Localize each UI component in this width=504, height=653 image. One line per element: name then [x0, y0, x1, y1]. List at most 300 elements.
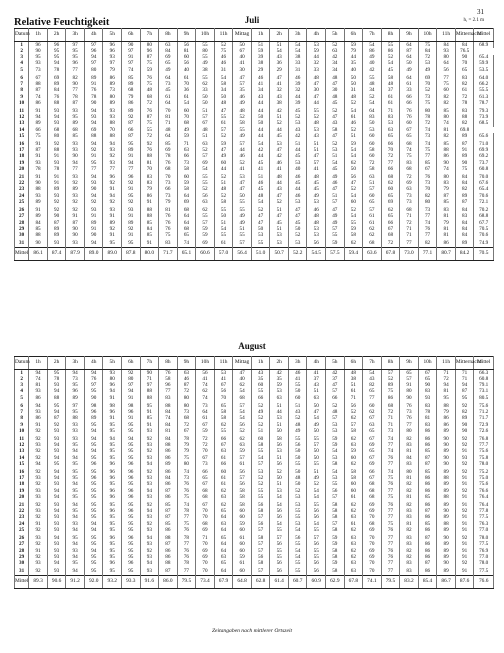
humidity-cell: 78 — [177, 561, 196, 567]
humidity-cell: 94 — [47, 389, 66, 395]
humidity-cell: 35 — [233, 88, 252, 94]
humidity-cell: 95 — [84, 534, 103, 542]
humidity-cell: 85 — [418, 160, 437, 166]
humidity-cell: 91 — [140, 409, 159, 415]
humidity-cell: 66 — [251, 395, 270, 401]
humidity-cell: 94 — [47, 494, 66, 500]
humidity-cell: 51 — [326, 193, 345, 199]
humidity-cell: 74 — [177, 501, 196, 509]
humidity-cell: 93 — [418, 395, 437, 401]
humidity-cell: 57 — [326, 521, 345, 527]
humidity-cell: 89 — [381, 383, 400, 389]
humidity-cell: 41 — [251, 166, 270, 172]
humidity-cell: 83 — [140, 173, 159, 181]
day-cell: 18 — [15, 482, 29, 488]
humidity-cell: 52 — [233, 428, 252, 434]
table-header-row — [15, 29, 494, 42]
humidity-cell: 39 — [251, 55, 270, 61]
humidity-cell: 84 — [159, 409, 178, 415]
humidity-cell: 97 — [66, 401, 85, 409]
humidity-cell: 74.9 — [474, 239, 494, 247]
mittel-cell: 86.7 — [437, 575, 456, 588]
humidity-cell: 56 — [270, 515, 289, 521]
mittel-cell: 60.7 — [288, 575, 307, 588]
humidity-cell: 70 — [214, 395, 233, 401]
table-row — [15, 370, 494, 377]
humidity-cell: 94 — [84, 121, 103, 127]
humidity-cell: 61 — [344, 114, 363, 120]
humidity-cell: 95 — [122, 482, 141, 488]
humidity-cell: 53 — [270, 488, 289, 494]
humidity-cell: 62 — [214, 488, 233, 494]
humidity-cell: 96 — [122, 561, 141, 567]
humidity-cell: 96 — [122, 173, 141, 181]
humidity-cell: 59 — [177, 181, 196, 187]
humidity-cell: 96 — [84, 409, 103, 415]
humidity-cell: 83 — [418, 401, 437, 409]
humidity-cell: 30 — [307, 88, 326, 94]
mittel-cell: 64.8 — [233, 575, 252, 588]
humidity-cell: 89 — [455, 154, 474, 160]
humidity-cell: 52 — [196, 148, 215, 154]
humidity-cell: 48 — [307, 173, 326, 181]
humidity-cell: 96 — [103, 409, 122, 415]
humidity-cell: 50 — [288, 449, 307, 455]
humidity-cell: 87 — [66, 100, 85, 106]
humidity-cell: 43 — [363, 376, 382, 382]
humidity-cell: 46 — [251, 73, 270, 81]
humidity-cell: 94 — [103, 140, 122, 148]
table-row — [15, 107, 494, 115]
humidity-cell: 67 — [177, 428, 196, 434]
humidity-cell: 89 — [103, 100, 122, 106]
humidity-cell: 52 — [381, 376, 400, 382]
humidity-cell: 53.5 — [474, 67, 494, 73]
humidity-cell: 75 — [177, 494, 196, 500]
day-cell: 7 — [15, 81, 29, 87]
humidity-cell: 72.6 — [474, 428, 494, 434]
humidity-cell: 95 — [122, 521, 141, 527]
humidity-cell: 55 — [307, 501, 326, 509]
humidity-cell: 60 — [437, 88, 456, 94]
humidity-cell: 96 — [29, 42, 48, 49]
column-header: 3h — [288, 29, 307, 42]
humidity-cell: 76 — [140, 107, 159, 115]
humidity-cell: 71 — [344, 395, 363, 401]
humidity-cell: 86 — [159, 554, 178, 560]
humidity-cell: 57 — [400, 376, 419, 382]
humidity-cell: 60 — [177, 107, 196, 115]
humidity-cell: 57 — [326, 494, 345, 500]
humidity-cell: 56 — [251, 554, 270, 560]
humidity-cell: 47 — [270, 193, 289, 199]
humidity-cell: 47 — [326, 133, 345, 139]
humidity-cell: 46 — [288, 370, 307, 377]
humidity-cell: 65 — [400, 133, 419, 139]
humidity-cell: 48 — [140, 88, 159, 94]
humidity-cell: 56 — [270, 509, 289, 515]
humidity-cell: 91 — [84, 81, 103, 87]
humidity-cell: 96 — [103, 42, 122, 49]
humidity-cell: 92 — [29, 501, 48, 509]
humidity-cell: 69 — [159, 55, 178, 61]
humidity-cell: 93 — [47, 107, 66, 115]
humidity-cell: 64 — [400, 73, 419, 81]
day-cell: 1 — [15, 370, 29, 377]
humidity-cell: 70 — [363, 567, 382, 575]
humidity-cell: 80 — [47, 133, 66, 139]
humidity-cell: 46 — [214, 55, 233, 61]
humidity-cell: 48 — [363, 81, 382, 87]
humidity-cell: 89 — [29, 200, 48, 206]
humidity-cell: 77 — [177, 515, 196, 521]
humidity-cell: 54 — [344, 107, 363, 115]
humidity-cell: 30 — [233, 67, 252, 73]
humidity-cell: 68 — [177, 416, 196, 422]
humidity-cell: 95 — [84, 442, 103, 448]
humidity-cell: 77 — [381, 567, 400, 575]
humidity-cell: 75 — [400, 154, 419, 160]
humidity-cell: 75.8 — [474, 455, 494, 461]
humidity-cell: 95 — [84, 567, 103, 575]
humidity-cell: 95 — [103, 548, 122, 554]
humidity-cell: 95 — [84, 515, 103, 521]
humidity-cell: 88 — [140, 389, 159, 395]
humidity-cell: 85 — [122, 73, 141, 81]
humidity-cell: 52 — [363, 94, 382, 100]
humidity-cell: 82 — [66, 73, 85, 81]
humidity-cell: 53 — [288, 501, 307, 509]
humidity-cell: 60 — [288, 395, 307, 401]
humidity-cell: 91 — [103, 214, 122, 220]
mittel-cell: 70.5 — [474, 247, 494, 260]
mittel-cell: 73.4 — [196, 575, 215, 588]
humidity-cell: 95 — [122, 528, 141, 534]
humidity-cell: 94 — [66, 528, 85, 534]
mittel-cell: 79.5 — [177, 575, 196, 588]
humidity-cell: 67 — [418, 370, 437, 377]
humidity-cell: 93 — [47, 567, 66, 575]
humidity-cell: 44 — [344, 55, 363, 61]
day-cell: 13 — [15, 121, 29, 127]
humidity-cell: 54 — [363, 370, 382, 377]
humidity-cell: 44 — [251, 133, 270, 139]
day-cell: 9 — [15, 422, 29, 428]
humidity-cell: 92 — [84, 200, 103, 206]
humidity-cell: 50 — [307, 428, 326, 434]
humidity-cell: 53 — [251, 233, 270, 239]
humidity-cell: 86 — [29, 395, 48, 401]
humidity-cell: 58 — [251, 442, 270, 448]
humidity-cell: 85 — [140, 220, 159, 226]
humidity-cell: 89 — [29, 121, 48, 127]
humidity-cell: 91 — [84, 214, 103, 220]
table-row — [15, 140, 494, 148]
humidity-cell: 95 — [84, 482, 103, 488]
humidity-cell: 64 — [214, 542, 233, 548]
humidity-cell: 87 — [418, 455, 437, 461]
humidity-cell: 78 — [177, 509, 196, 515]
humidity-cell: 90 — [437, 561, 456, 567]
humidity-cell: 96 — [66, 389, 85, 395]
humidity-cell: 69.9 — [474, 148, 494, 154]
column-header: 7h — [140, 357, 159, 370]
humidity-cell: 77.5 — [474, 542, 494, 548]
humidity-cell: 95 — [47, 55, 66, 61]
humidity-cell: 50 — [363, 121, 382, 127]
humidity-cell: 97 — [84, 42, 103, 49]
humidity-cell: 96 — [103, 173, 122, 181]
humidity-cell: 53 — [326, 148, 345, 154]
humidity-cell: 67.6 — [474, 181, 494, 187]
mittel-label: Mittel — [15, 575, 29, 588]
humidity-cell: 65 — [214, 534, 233, 542]
humidity-cell: 54 — [344, 148, 363, 154]
humidity-cell: 88 — [159, 534, 178, 542]
column-header: 5h — [326, 29, 345, 42]
humidity-cell: 87 — [159, 488, 178, 494]
day-cell: 30 — [15, 561, 29, 567]
humidity-cell: 89 — [47, 233, 66, 239]
humidity-cell: 53 — [307, 42, 326, 49]
mittel-cell: 57.5 — [326, 247, 345, 260]
column-header: 11h — [214, 29, 233, 42]
humidity-cell: 93 — [103, 55, 122, 61]
humidity-cell: 79.3 — [474, 107, 494, 115]
humidity-cell: 55 — [288, 567, 307, 575]
humidity-cell: 95 — [103, 455, 122, 461]
column-header: Mittag — [233, 29, 252, 42]
humidity-cell: 78 — [418, 114, 437, 120]
column-header: 2h — [270, 357, 289, 370]
humidity-cell: 57 — [307, 442, 326, 448]
humidity-cell: 52 — [288, 114, 307, 120]
humidity-cell: 49 — [233, 100, 252, 106]
humidity-cell: 56 — [326, 488, 345, 494]
humidity-cell: 78 — [84, 94, 103, 100]
humidity-cell: 67 — [196, 121, 215, 127]
column-header: 6h — [122, 29, 141, 42]
humidity-cell: 93 — [47, 449, 66, 455]
humidity-cell: 50 — [400, 61, 419, 67]
humidity-cell: 69 — [196, 554, 215, 560]
humidity-cell: 91 — [122, 214, 141, 220]
day-cell: 26 — [15, 534, 29, 542]
humidity-cell: 52 — [326, 42, 345, 49]
day-cell: 4 — [15, 61, 29, 67]
humidity-cell: 43 — [307, 383, 326, 389]
humidity-cell: 97 — [103, 61, 122, 67]
humidity-cell: 82 — [418, 239, 437, 247]
humidity-cell: 79 — [344, 48, 363, 54]
humidity-cell: 74 — [177, 239, 196, 247]
humidity-cell: 91 — [455, 567, 474, 575]
day-cell: 14 — [15, 455, 29, 461]
humidity-cell: 96 — [103, 509, 122, 515]
humidity-cell: 90 — [84, 395, 103, 401]
humidity-cell: 87 — [122, 121, 141, 127]
humidity-cell: 93 — [47, 501, 66, 509]
humidity-cell: 58 — [214, 416, 233, 422]
humidity-cell: 91 — [122, 233, 141, 239]
humidity-cell: 91 — [455, 482, 474, 488]
humidity-cell: 88 — [455, 114, 474, 120]
humidity-cell: 41 — [307, 166, 326, 172]
humidity-cell: 79.1 — [474, 383, 494, 389]
humidity-cell: 92 — [140, 501, 159, 509]
humidity-cell: 95 — [84, 561, 103, 567]
humidity-cell: 61 — [233, 461, 252, 467]
humidity-cell: 88 — [437, 148, 456, 154]
humidity-cell: 55 — [270, 528, 289, 534]
humidity-cell: 81 — [400, 494, 419, 500]
humidity-cell: 74 — [196, 383, 215, 389]
humidity-cell: 93 — [29, 389, 48, 395]
humidity-cell: 73.9 — [474, 114, 494, 120]
humidity-cell: 90 — [400, 395, 419, 401]
humidity-cell: 91 — [455, 501, 474, 509]
humidity-cell: 89 — [159, 461, 178, 467]
humidity-cell: 73 — [66, 376, 85, 382]
humidity-cell: 55 — [288, 461, 307, 467]
humidity-cell: 93 — [103, 160, 122, 166]
humidity-cell: 63 — [177, 148, 196, 154]
humidity-cell: 68 — [363, 494, 382, 500]
humidity-cell: 61 — [214, 121, 233, 127]
humidity-cell: 75 — [214, 48, 233, 54]
humidity-cell: 45 — [307, 181, 326, 187]
humidity-cell: 92 — [122, 114, 141, 120]
humidity-cell: 91 — [140, 239, 159, 247]
day-cell: 25 — [15, 200, 29, 206]
humidity-cell: 72 — [381, 409, 400, 415]
humidity-cell: 91 — [400, 383, 419, 389]
mittel-cell: 56.4 — [233, 247, 252, 260]
humidity-cell: 96 — [103, 383, 122, 389]
humidity-cell: 95 — [103, 442, 122, 448]
humidity-cell: 90 — [418, 383, 437, 389]
humidity-cell: 86 — [418, 482, 437, 488]
humidity-cell: 31 — [288, 67, 307, 73]
mittel-cell: 67.8 — [344, 575, 363, 588]
humidity-cell: 50 — [307, 449, 326, 455]
humidity-cell: 89 — [437, 449, 456, 455]
humidity-cell: 73 — [418, 206, 437, 214]
humidity-cell: 88 — [29, 187, 48, 193]
humidity-cell: 64 — [214, 528, 233, 534]
mittel-cell: 77.1 — [418, 247, 437, 260]
humidity-cell: 71 — [196, 534, 215, 542]
humidity-cell: 58 — [326, 528, 345, 534]
footnote: Zeitangaben nach mittlerer Ortszeit — [211, 628, 293, 634]
humidity-cell: 63 — [307, 395, 326, 401]
humidity-cell: 72 — [363, 160, 382, 166]
humidity-cell: 82 — [437, 133, 456, 139]
humidity-cell: 66 — [381, 166, 400, 172]
humidity-cell: 95 — [122, 567, 141, 575]
column-header: 5h — [103, 357, 122, 370]
humidity-cell: 53 — [270, 233, 289, 239]
humidity-cell: 38 — [344, 376, 363, 382]
humidity-cell: 71 — [455, 370, 474, 377]
humidity-cell: 76 — [47, 94, 66, 100]
humidity-cell: 55 — [214, 428, 233, 434]
humidity-cell: 32 — [270, 88, 289, 94]
humidity-cell: 76.8 — [474, 435, 494, 443]
humidity-cell: 81 — [437, 127, 456, 133]
mittel-cell: 80.7 — [437, 247, 456, 260]
humidity-cell: 75.6 — [474, 401, 494, 409]
humidity-cell: 76 — [159, 226, 178, 232]
humidity-cell: 61 — [214, 239, 233, 247]
humidity-cell: 67 — [381, 226, 400, 232]
humidity-cell: 55 — [214, 233, 233, 239]
humidity-cell: 68 — [196, 488, 215, 494]
humidity-cell: 71.0 — [474, 140, 494, 148]
humidity-cell: 76 — [177, 554, 196, 560]
humidity-cell: 54 — [233, 389, 252, 395]
humidity-cell: 62 — [363, 409, 382, 415]
humidity-cell: 95 — [66, 442, 85, 448]
humidity-cell: 84 — [455, 206, 474, 214]
humidity-cell: 73 — [418, 181, 437, 187]
humidity-cell: 62 — [344, 528, 363, 534]
humidity-cell: 50 — [307, 455, 326, 461]
humidity-cell: 94 — [122, 389, 141, 395]
humidity-cell: 75 — [381, 389, 400, 395]
humidity-cell: 44 — [288, 148, 307, 154]
humidity-cell: 48 — [288, 422, 307, 428]
humidity-cell: 94 — [47, 509, 66, 515]
humidity-cell: 61.3 — [474, 94, 494, 100]
table-row — [15, 567, 494, 575]
humidity-cell: 75 — [381, 476, 400, 482]
humidity-cell: 48 — [326, 94, 345, 100]
humidity-cell: 76 — [381, 482, 400, 488]
humidity-cell: 93 — [84, 206, 103, 214]
humidity-cell: 86 — [418, 528, 437, 534]
humidity-cell: 70 — [196, 449, 215, 455]
humidity-cell: 67.7 — [474, 220, 494, 226]
humidity-cell: 53 — [288, 160, 307, 166]
humidity-cell: 93 — [103, 370, 122, 377]
humidity-cell: 76 — [418, 173, 437, 181]
humidity-cell: 59 — [326, 534, 345, 542]
humidity-cell: 78 — [159, 154, 178, 160]
humidity-cell: 56 — [270, 567, 289, 575]
humidity-cell: 61 — [233, 561, 252, 567]
humidity-cell: 59 — [196, 428, 215, 434]
humidity-cell: 95 — [84, 389, 103, 395]
humidity-cell: 95 — [103, 542, 122, 548]
humidity-cell: 54 — [288, 42, 307, 49]
humidity-cell: 76 — [400, 107, 419, 115]
humidity-cell: 89 — [437, 468, 456, 476]
humidity-cell: 92 — [29, 542, 48, 548]
humidity-cell: 57 — [251, 528, 270, 534]
humidity-cell: 63 — [214, 494, 233, 500]
humidity-cell: 89 — [103, 81, 122, 87]
humidity-cell: 76 — [177, 482, 196, 488]
humidity-cell: 95 — [103, 554, 122, 560]
mittel-cell: 87.8 — [122, 247, 141, 260]
humidity-cell: 78 — [418, 409, 437, 415]
humidity-cell: 44 — [270, 409, 289, 415]
column-header: Mittel — [474, 357, 494, 370]
humidity-cell: 80 — [103, 376, 122, 382]
humidity-cell: 67 — [363, 476, 382, 482]
humidity-cell: 82 — [455, 409, 474, 415]
